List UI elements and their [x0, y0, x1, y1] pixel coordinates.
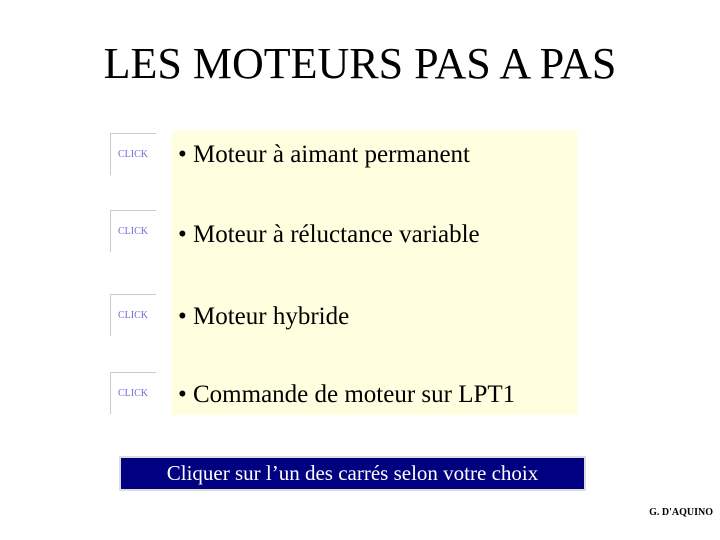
- click-button-label: CLICK: [118, 226, 148, 237]
- item-hybride: • Moteur hybride: [178, 303, 350, 330]
- click-button-label: CLICK: [118, 149, 148, 160]
- click-button-aimant-permanent[interactable]: [109, 132, 157, 176]
- click-button-commande-lpt1[interactable]: [109, 371, 157, 415]
- item-commande-lpt1: • Commande de moteur sur LPT1: [178, 381, 516, 408]
- slide-title: LES MOTEURS PAS A PAS: [103, 39, 617, 88]
- click-button-label: CLICK: [118, 310, 148, 321]
- item-reluctance-variable: • Moteur à réluctance variable: [178, 221, 480, 248]
- click-button-reluctance-variable[interactable]: [109, 209, 157, 253]
- items-panel: [172, 131, 577, 415]
- click-button-hybride[interactable]: [109, 293, 157, 337]
- author-credit: G. D'AQUINO: [649, 507, 713, 518]
- instruction-banner: Cliquer sur l’un des carrés selon votre choix: [119, 456, 586, 491]
- item-aimant-permanent: • Moteur à aimant permanent: [178, 141, 470, 168]
- click-button-label: CLICK: [118, 388, 148, 399]
